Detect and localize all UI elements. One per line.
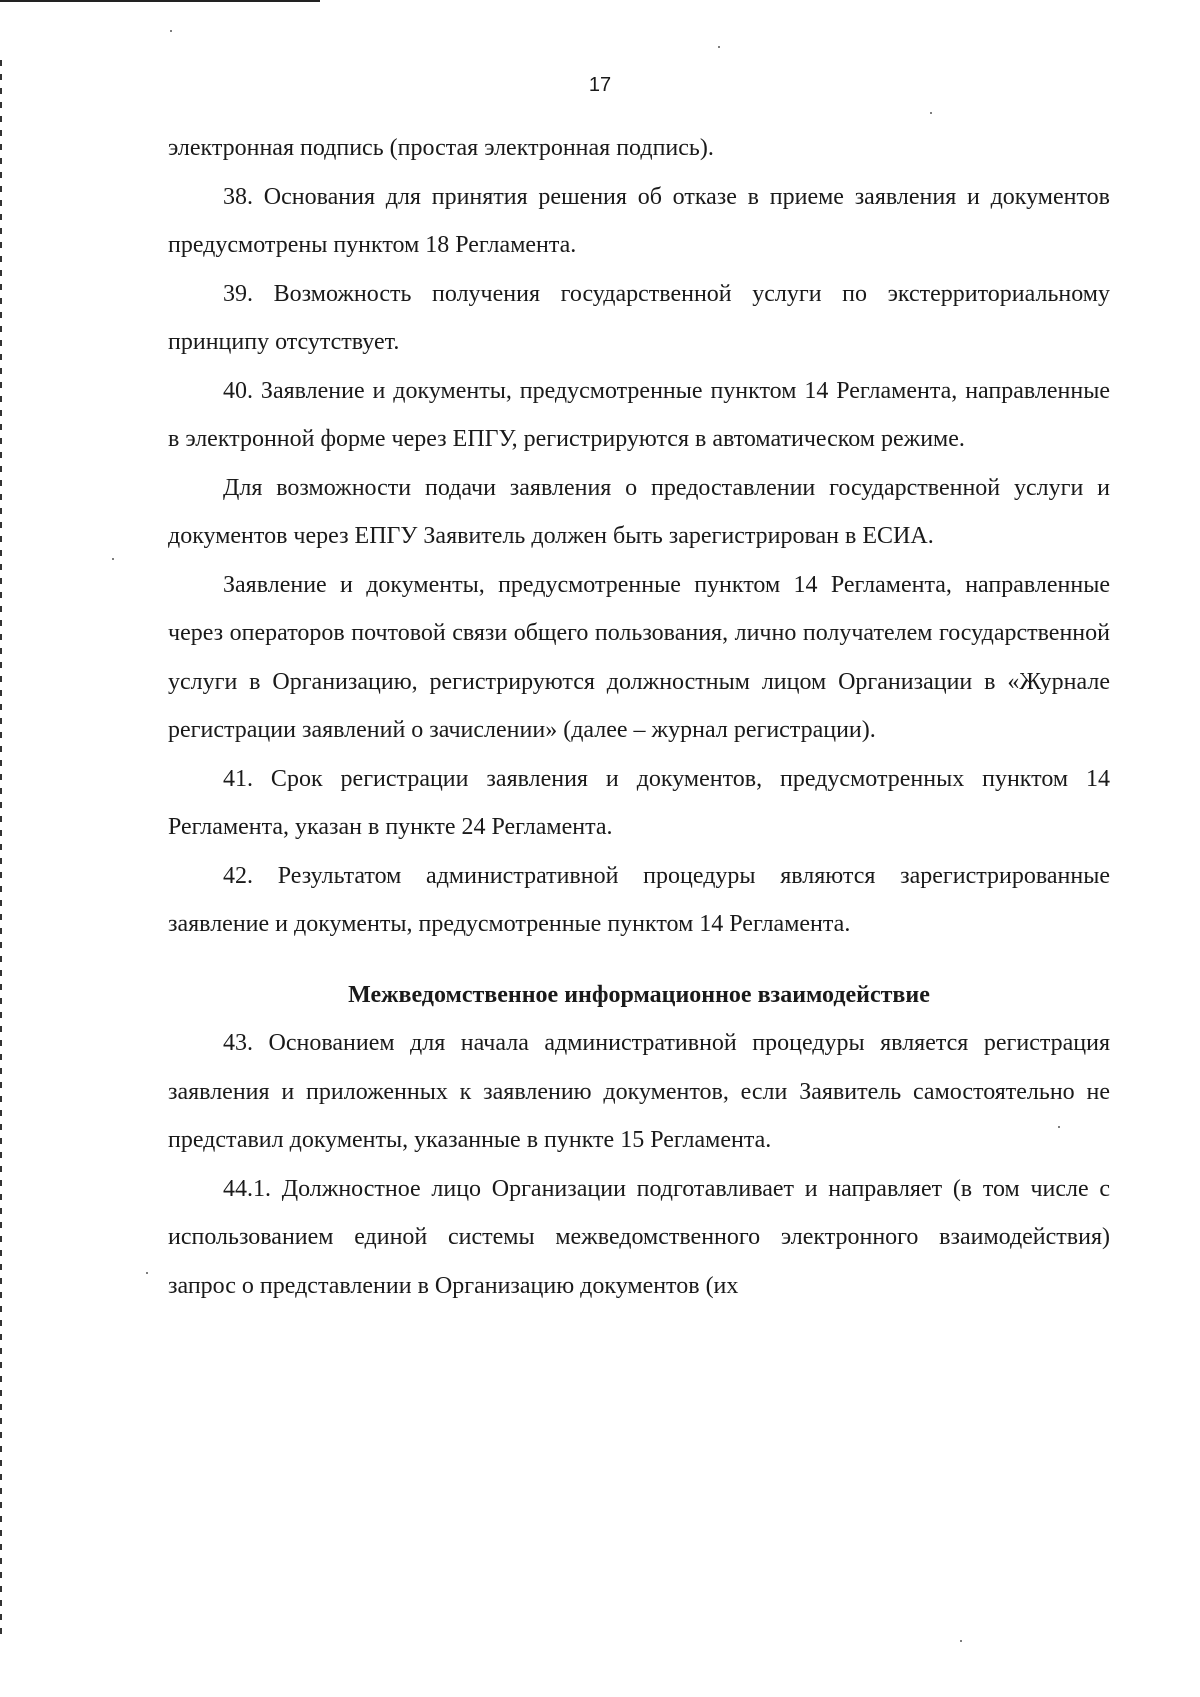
paragraph-38: 38. Основания для принятия решения об отказе в приеме заявления и документов предусмотрены пунктом 18 Регламента.: [168, 183, 1110, 258]
scan-speck: [960, 1640, 962, 1642]
page-number: 17: [588, 74, 612, 96]
scan-speck: [170, 30, 172, 32]
paragraph-43: 43. Основанием для начала административной процедуры является регистрация заявления и приложенных к заявлению документов, если Заявитель самостоятельно не представил документы, указанные в пункте 15 Регламента.: [168, 1030, 1110, 1153]
scan-speck: [718, 46, 720, 48]
paragraph-42: 42. Результатом административной процедуры являются зарегистрированные заявление и документы, предусмотренные пунктом 14 Регламента.: [168, 862, 1110, 937]
scan-speck: [112, 558, 114, 560]
scan-speck: [146, 1272, 148, 1274]
scan-border-top: [0, 0, 320, 2]
document-body: [168, 124, 1110, 1310]
paragraph-continuation: электронная подпись (простая электронная подпись).: [168, 135, 714, 161]
scan-border-left: [0, 60, 2, 1640]
paragraph-esia: Для возможности подачи заявления о предоставлении государственной услуги и документов через ЕПГУ Заявитель должен быть зарегистрирован в ЕСИА.: [168, 474, 1110, 549]
scan-speck: [930, 112, 932, 114]
paragraph-40: 40. Заявление и документы, предусмотренные пунктом 14 Регламента, направленные в электронной форме через ЕПГУ, регистрируются в автоматическом режиме.: [168, 377, 1110, 452]
paragraph-39: 39. Возможность получения государственной услуги по экстерриториальному принципу отсутствует.: [168, 280, 1110, 355]
paragraph-44-1: 44.1. Должностное лицо Организации подготавливает и направляет (в том числе с использованием единой системы межведомственного электронного взаимодействия) запрос о представлении в Организацию документов (их: [168, 1175, 1110, 1299]
section-heading: Межведомственное информационное взаимодействие: [348, 981, 930, 1008]
paragraph-registration-journal: Заявление и документы, предусмотренные пунктом 14 Регламента, направленные через операторов почтовой связи общего пользования, лично получателем государственной услуги в Организацию, регистрируются должностным лицом Организации в «Журнале регистрации заявлений о зачислении» (далее – журнал регистрации).: [168, 571, 1110, 743]
paragraph-41: 41. Срок регистрации заявления и документов, предусмотренных пунктом 14 Регламента, указан в пункте 24 Регламента.: [168, 765, 1110, 840]
